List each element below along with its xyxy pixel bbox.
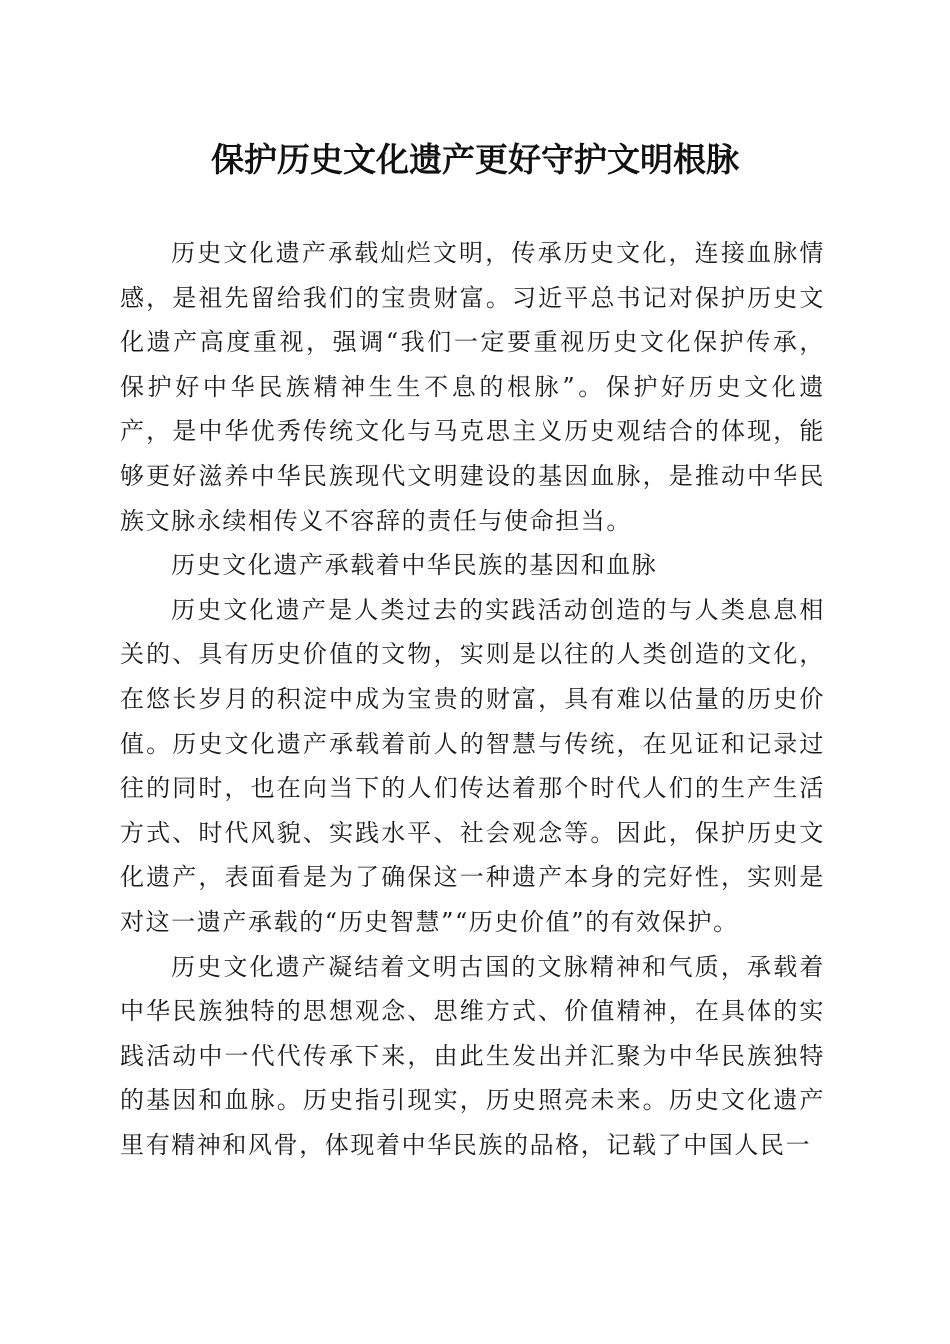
- document-title: 保护历史文化遗产更好守护文明根脉: [211, 140, 739, 179]
- paragraph-heritage-value: 历史文化遗产是人类过去的实践活动创造的与人类息息相关的、具有历史价值的文物，实则是以往的人类创造的文化，在悠长岁月的积淀中成为宝贵的财富，具有难以估量的历史价值。历史文化遗产承载着前人的智慧与传统，在见证和记录过往的同时，也在向当下的人们传达着那个时代人们的生产生活方式、时代风貌、实践水平、社会观念等。因此，保护历史文化遗产，表面看是为了确保这一种遗产本身的完好性，实则是对这一遗产承载的“历史智慧”“历史价值”的有效保护。: [120, 595, 825, 936]
- document-body: [120, 231, 825, 1167]
- paragraph-intro: 历史文化遗产承载灿烂文明，传承历史文化，连接血脉情感，是祖先留给我们的宝贵财富。习近平总书记对保护历史文化遗产高度重视，强调“我们一定要重视历史文化保护传承，保护好中华民族精神生生不息的根脉”。保护好历史文化遗产，是中华优秀传统文化与马克思主义历史观结合的体现，能够更好滋养中华民族现代文明建设的基因血脉，是推动中华民族文脉永续相传义不容辞的责任与使命担当。: [120, 239, 825, 535]
- paragraph-cultural-genes: 历史文化遗产凝结着文明古国的文脉精神和气质，承载着中华民族独特的思想观念、思维方式、价值精神，在具体的实践活动中一代代传承下来，由此生发出并汇聚为中华民族独特的基因和血脉。历史指引现实，历史照亮未来。历史文化遗产里有精神和风骨，体现着中华民族的品格，记载了中国人民一: [120, 952, 825, 1159]
- section-heading: 历史文化遗产承载着中华民族的基因和血脉: [171, 551, 658, 580]
